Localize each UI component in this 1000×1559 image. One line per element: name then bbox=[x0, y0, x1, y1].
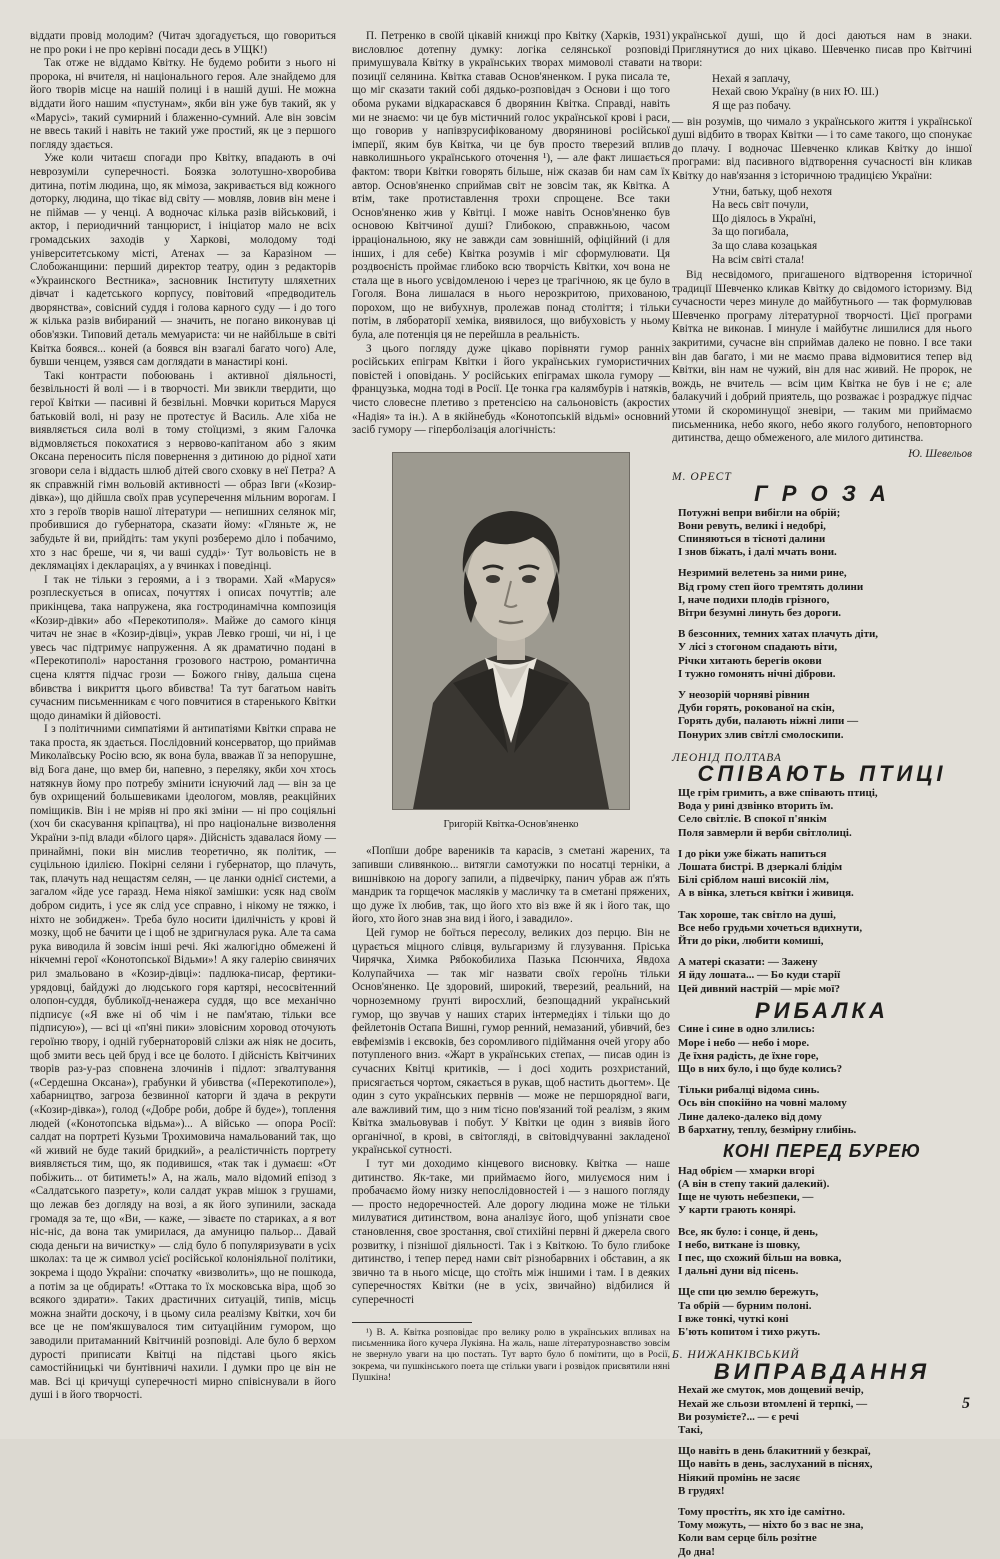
poem-line: Море і небо — небо і море. bbox=[678, 1036, 810, 1049]
poem-line: В безсонних, темних хатах плачуть діти, bbox=[678, 628, 879, 641]
poem-stanza bbox=[678, 507, 972, 560]
poem-author: М. ОРЕСТ bbox=[672, 471, 732, 484]
verse-line: Я ще раз побачу. bbox=[712, 99, 792, 112]
poem-line: А матері сказати: — Зажену bbox=[678, 956, 818, 969]
article-column-1 bbox=[30, 30, 336, 1415]
paragraph: — він розумів, що чимало з українського життя і української душі відбито в творах Квітки — і то саме такого, що спонукає до плачу. І водночас Шевченко кликав Квітку до іншої програми: від пасивного відтворення сучасності він кликав Квітку до нав'язання з історичною традицією України: bbox=[672, 115, 972, 182]
poem-line: Тому можуть, — ніхто бо з вас не зна, bbox=[678, 1519, 864, 1532]
poem-line: Нехай же сльози втомлені й терпкі, — bbox=[678, 1397, 868, 1410]
poem-stanza bbox=[678, 1445, 972, 1498]
poem-line: Потужні вепри вибігли на обрій; bbox=[678, 506, 841, 519]
poem-author: Б. НИЖАНКІВСЬКИЙ bbox=[672, 1349, 800, 1362]
poem-title: КОНІ ПЕРЕД БУРЕЮ bbox=[722, 1141, 922, 1162]
poem-stanza bbox=[678, 1226, 972, 1279]
poem-line: Нехай же смуток, мов дощевий вечір, bbox=[678, 1384, 864, 1397]
poem-line: І пес, що схожий більш на вовка, bbox=[678, 1251, 842, 1264]
poem-line: До дна! bbox=[678, 1545, 715, 1558]
poem-line: Тому простіть, як хто іде самітно. bbox=[678, 1505, 845, 1518]
poem-line: Ви розумієте?... — є речі bbox=[678, 1410, 799, 1423]
poem-line: (А він в степу такий далекий). bbox=[678, 1177, 830, 1190]
poem-line: Та обрій — бурним полоні. bbox=[678, 1299, 812, 1312]
paragraph: української душі, що й досі даються нам в знаки. Приглянутися до них цікаво. Шевченко писав про Квітчині твори: bbox=[672, 30, 972, 70]
paragraph: Уже коли читаєш спогади про Квітку, впадають в очі неврозуміли суперечності. Боязка золотушно-хворобива дитина, потім людина, що, як мімоза, закривається від кожного доторку, людина, що тікає від світу — мовляв, ловив він мене і не піймав — у ченці. А водночас кілька разів військовий, і актор, і периодичний танцюрист, і ініціатор мало не всіх громадських заходів у Харкові, молодому тоді університетському місті, Атенах — за Каразіном — Слобожанщини: перший директор театру, один з редакторів «Украинского Вестника», засновник Інституту шляхетних дівчат і кадетського корпусу, повітовий «предводитель дворянства», совісний суддя і голова карного суду — і до того ж кілька разів вибираний — значить, не погано виконував ці обов'язки. Типовий деталь мемуариста: чи не найбільше в світі Квітка боявся... коней (а боявся він взагалі багато чого) Але, бувши ченцем, узявся сам доглядати в манастирі коні. bbox=[30, 152, 336, 369]
verse-line: За що слава козацькая bbox=[712, 239, 818, 252]
poem-stanza bbox=[678, 956, 972, 996]
paragraph: З цього погляду дуже цікаво порівняти гумор ранніх російських епіграм Квітки і його українських гумористичних повістей і оповідань. У російських епіграмах школа гумору — французька, модна тоді в Росії. Це тонка гра калямбурів і натяків, чисто словесне плетиво з претенсією на сальоновість (акростих «Надія» та ін.). А в якійнебудь «Конотопській відьмі» основний засіб гумору — гіперболізація алогічність: bbox=[352, 342, 670, 437]
poem-line: Цей дивний настрій — мріє мої? bbox=[678, 982, 840, 995]
paragraph: віддати провід молодим? (Читач здогадується, що говориться не про роки і не про керівні посади десь в УЩК!) bbox=[30, 30, 336, 56]
quoted-verse bbox=[712, 186, 972, 268]
poem-line: Тільки рибалці відома синь. bbox=[678, 1084, 820, 1097]
poem-line: Незримий велетень за ними рине, bbox=[678, 567, 847, 580]
verse-line: Утни, батьку, щоб нехотя bbox=[712, 185, 833, 198]
poem-line: Поля завмерли й верби світлолиці. bbox=[678, 826, 852, 839]
poem-stanza bbox=[678, 787, 972, 840]
poem-stanza bbox=[678, 1506, 972, 1559]
poem-line: І вже тонкі, чуткі коні bbox=[678, 1312, 789, 1325]
paragraph: І тут ми доходимо кінцевого висновку. Квітка — наше дитинство. Як-таке, ми приймаємо його, милуємося ним і пробачаємо йому низку непослідовностей і — з нашого погляду — просто недоречностей. Але дорогу людина може не тільки милуватися дитинством, вона аналізує його, щоб упізнати свое становлення, свое зростання, свої стихійні первні й джерела свого розвитку, і пізнішої діяльності. Так і з Квіткою. То було глибоке дитинство, і тепер перед нами світ різнобарвних і обставин, а як звично та в нього місце, що стоїть між іншими і там. І в деяких суперечностях Квітки (не в усіх, звичайно) відбилися й суперечності bbox=[352, 1158, 670, 1306]
poem-stanza bbox=[678, 689, 972, 742]
verse-line: На всім світі стала! bbox=[712, 253, 805, 266]
poem-line: Так хороше, так світло на душі, bbox=[678, 908, 836, 921]
poem-line: Такі, bbox=[678, 1423, 703, 1436]
poem-body bbox=[678, 507, 972, 742]
poem-line: Сине і сине в одно злились: bbox=[678, 1023, 816, 1036]
poem-stanza bbox=[678, 1286, 972, 1339]
poem-line: Білі сріблом наші високій лім, bbox=[678, 874, 829, 887]
poem-line: Ось він спокійно на човні малому bbox=[678, 1097, 847, 1110]
poem-stanza bbox=[678, 1084, 972, 1137]
poem-line: Все, як було: і сонце, й день, bbox=[678, 1225, 818, 1238]
poem-line: Б'ють копитом і тихо ржуть. bbox=[678, 1325, 821, 1338]
poem-line: Вода у рині дзвінко вторить їм. bbox=[678, 800, 834, 813]
verse-line: За що погибала, bbox=[712, 226, 789, 239]
poem-stanza bbox=[678, 1023, 972, 1076]
poem-line: І тужно гомонять нічні діброви. bbox=[678, 667, 836, 680]
poem-line: А в вінка, злеться квітки і живиця. bbox=[678, 887, 854, 900]
poem-line: Вітри безумні линуть без дороги. bbox=[678, 607, 842, 620]
poem-line: Йти до ріки, любити комиші, bbox=[678, 935, 824, 948]
poem-line: У неозорій чорняві рівнин bbox=[678, 689, 810, 702]
poem-line: Горять дуби, палають ніжні липи — bbox=[678, 715, 859, 728]
poem-line: І знов біжать, і далі мчать вони. bbox=[678, 546, 837, 559]
poem-body bbox=[678, 1023, 972, 1137]
poem-line: Все небо грудьми хочеться вдихнути, bbox=[678, 921, 863, 934]
paragraph: Від несвідомого, пригашеного відтворення історичної традиції Шевченко кликав Квітку до свідомого історизму. Від сучасности через минуле до майбутнього — так формулював Шевченко програму літературної творчості. Цієї програми Квітка не виконав. І минуле і майбутнє лишилися для нього закритими, сучасне він сприймав далеко не повно. І все таки він дав багато, і ми не маємо права відмовитися тепер від Квітки, він нам не чужий, він для нас живий. Не пророк, не вождь, не вчитель — всім цим Квітка не був і не є; але балакучий і добрий приятель, що розважає і розраджує підчас утоми й скороминущої зневіри, — таким ми приймаємо письменника, небо якого, небо якого голубого, неповторного дитинства, дещо обмеженого, але милого дитинства. bbox=[672, 269, 972, 445]
poem-body bbox=[678, 1384, 972, 1558]
poem-line: І небо, виткане із шовку, bbox=[678, 1238, 800, 1251]
article-column-3 bbox=[672, 30, 972, 1558]
article-column-2 bbox=[352, 30, 670, 1415]
poem-title: СПІВАЮТЬ ПТИЦІ bbox=[697, 761, 947, 787]
poem-line: Над обрієм — хмарки вгорі bbox=[678, 1164, 815, 1177]
poem-stanza bbox=[678, 628, 972, 681]
poem-stanza bbox=[678, 1165, 972, 1218]
portrait-image bbox=[392, 452, 630, 810]
article-signature: Ю. Шевельов bbox=[908, 447, 972, 460]
poem-body bbox=[678, 1165, 972, 1339]
paragraph: Так отже не віддамо Квітку. Не будемо робити з нього ні пророка, ні вчителя, ні національного героя. Але знайдемо для його творів місце на нашій полиці і в нашій душі. Не можна віддати його нашим «пустунам», якби він уже був такий, як у «Марусі», такий сумирний і блаженно-сумний. Але він зовсім не ввесь такий і навіть не такий уже простий, як це з першого погляду здається. bbox=[30, 57, 336, 151]
poem-line: Я йду лошата... — Бо куди старії bbox=[678, 969, 841, 982]
footnote-divider bbox=[352, 1322, 472, 1323]
poem-line: І, наче подихи плодів грізного, bbox=[678, 593, 830, 606]
poem-line: Від грому степ його тремтять долини bbox=[678, 580, 864, 593]
verse-line: Нехай я заплачу, bbox=[712, 72, 791, 85]
paragraph: «Попїши добре вареників та карасів, з сметані жарених, та запивши сливянкою... витягли самотужки по носатці терніки, а вишнівкою на дорогу запили, а підвечірку, панич убрав аж п'ять мандрик та горщечок масляків у масличку та в сметані пряжених, що дуже їх любив, так, що його хто віз вже й як і його так, що його, хто його знав зна вид і його, і завадило». bbox=[352, 845, 670, 926]
poem-line: Ще грім гримить, а вже співають птиці, bbox=[678, 787, 878, 800]
poem-line: І дальні дуни від пісень. bbox=[678, 1265, 799, 1278]
poem-line: Вони ревуть, великі і недобрі, bbox=[678, 519, 826, 532]
poem-line: В бархатну, теплу, безмірну глибінь. bbox=[678, 1123, 857, 1136]
quoted-verse bbox=[712, 73, 972, 114]
poem-stanza bbox=[678, 567, 972, 620]
poem-line: Ще спи цю землю бережуть, bbox=[678, 1286, 819, 1299]
paragraph: І так не тільки з героями, а і з творами. Хай «Маруся» розплескується в описах, почуттях і описах почуттів; але прикінцева, така напружена, яка гостродинамічна композиція «Козир-дівки» або «Перекотиполя». Майже до самого кінця читач не знає в «Козир-дівці», украв Левко гроші, чи ні, і це увесь час підтримує напруження. А як драматично подані в «Перекотиполі» наростання грозового настрою, романтична сцена кляття підчас грози — Божого гніву, дальша сцена вбивства і викриття цього вбивства! Та тут багатьом навіть сучасним письменникам є чого повчитися в старенького Квітки щодо динаміки й дійовості. bbox=[30, 573, 336, 722]
portrait-illustration bbox=[393, 453, 629, 809]
poem-line: Спиняються в тісноті далини bbox=[678, 533, 826, 545]
poem-line: У лісі з стогоном спадають віти, bbox=[678, 641, 838, 654]
poem-title: РИБАЛКА bbox=[755, 997, 889, 1023]
poem-line: Ніякий промінь не засяє bbox=[678, 1471, 801, 1484]
poem-line: Коли вам серце біль розітне bbox=[678, 1532, 817, 1545]
poem-line: І до ріки уже біжать напиться bbox=[678, 847, 827, 860]
poem-line: Що в них було, і що буде колись? bbox=[678, 1063, 843, 1076]
poem-author: ЛЕОНІД ПОЛТАВА bbox=[672, 751, 782, 764]
footnote: ¹) В. А. Квітка розповідає про велику ролю в українських впливах на письменника його кучера Лукіяна. На жаль, наше літературознавство зовсім не звернуло уваги на цю постать. Тут варто було б помітити, що в Росії, зокрема, чи пушкінського поета ще стільки уваги і розвідок присвятили няні Пушкіна! bbox=[352, 1326, 670, 1384]
poem-body bbox=[678, 787, 972, 996]
poem-line: Село світліє. В спокої п'янкім bbox=[678, 813, 827, 826]
verse-line: На весь світ почули, bbox=[712, 199, 809, 212]
poem-line: В грудях! bbox=[678, 1484, 725, 1497]
portrait-caption: Григорій Квітка-Основ'яненко bbox=[443, 818, 579, 830]
poem-title: Г Р О З А bbox=[754, 481, 890, 506]
poem-line: Що навіть в день, заслуханий в піснях, bbox=[678, 1458, 873, 1471]
poem-line: Де їхня радість, де їхне горе, bbox=[678, 1049, 819, 1062]
poem-line: Іще не чують небезпеки, — bbox=[678, 1191, 814, 1204]
verse-line: Що діялось в Україні, bbox=[712, 212, 816, 225]
poem-stanza bbox=[678, 1384, 972, 1437]
paragraph: Цей гумор не боїться пересолу, великих доз перцю. Він не цурається міцного слівця, вульгаризму й глузування. Пріська Чирячка, Химка Рябокобилиха Пазька Псюнчиха, Явдоха Колупайчиха — так міг назвати своїх героїнь тільки Основ'яненко. Це здоровий, широкий, тверезий, реальний, на чорноземному ґрунті виросхлий, безпощадний український гумор, що звучав у наших старих інтермедіях і тільки що до фейлетонів Остапа Вишні, гумор ренний, немазаний, убивчий, без евфемізмів і ексвоків, без соромливого підіймання очей угору або потупленого вниз. «Жарт в українських степах, — писав один із сучасних Квітці критиків, — і досі ходить розхристаний, присягається чортом, сякається в рукав, щоб настить дьогтем». Це один з суто українських первнів — може не першорядної ваги, але важливий тим, що з ним тісно пов'язаний той реалізм, з яким Квітка змальовував і побут. У Квітки це один з виявів його органічної, в крові, в світогляді, в світовідчуванні закладеної української сутності. bbox=[352, 926, 670, 1157]
paragraph: І з політичними симпатіями й антипатіями Квітки справа не така проста, як здається. Послідовний консерватор, що приймав Миколаївську Росію всю, як вона була, вважав її за непорушне, від Бога дане, що вмер би, напевно, з переляку, якби хоч хтось натякнув йому про потребу змінити існуючий лад — він за це був охрищений большевиками ідеологом, мовляв, реакційних поміщиків. Він і не мріяв ні про які зміни — ні про соціяльні (хоч би скасування кріпацтва), ні про національне визволення України з-під влади «білого царя». Дійсність здавалася йому — принаймні, поки він мислив теоретично, як політик, — суцільною ідилією. Покірні селяни і губернатор, що плачуть, так, плачуть над нещастям селян, — це ланки однієї системи, а загалом «йде усе гаразд. Нема ніякої замішки: усяк над своїм добром сидить, і усе як слід усе справно, і нікому не тяжко, і ніхто не зобиджен». Треба було носити ідилічність у крові й мозку, щоб не бачити це і щоб не здригнулася рука. Але та сама рука виводила й зовсім інші речі. Які жалюгідно обмежені й нікчемні герої «Конотопської Відьми»! А яку галерію свинячих рил змальовано в «Козир-дівці»: падлюка-писар, фертики-урядовці, байдужі до людського горя картярі, несосвітенний олопон-суддя, бубликоїд-ненажера суддя, що все механічно підписує («Я вже ні об чім і не пам'ятаю, тільки все підписую»), — всі ці «п'яні пики» зловісним хоровод оточують героїню твору, і одній губернаторовій слізки аж ніяк не досить, щоб змити весь цей бруд і все це болото. І дійсність Квітчиних творів раз-у-раз сповнена злочинів і підлот: зґвалтування («Сердешна Оксана»), грабунки й убивства («Перекотиполе»), хабарництво, загроза безвинної каторги й здача в рекрути («Козир-дівка»), голод («Добре роби, добре й буде»), топлення людей («Конотопська відьма»)... А військо — опора Росії: салдат на портреті Кузьми Трохимовича намальований так, що «й живий не буде такий бридкий», а реалістичність портрету виявляється тим, що, як подивишся, «так так і думаєш: «От побіжить... от битиметь!» А, на жаль, мало відомий епізод з «Салдатського пазрету», коли салдат украв мішок з грушами, що лежав без догляду на возі, а як його зупинили, заскада громадя за те, що «Ви, — каже, — зіваєте по стариках, а я вот ніс-ніс, да вона так умирилася, да амуницю пальор... Давай сюда деньги на вичистку» — слід було б популяризувати в усіх школах: та це ж символ усієї російської колоніяльної політики, зокрема і щодо України: спочатку «визволить», що не пошкода, а потім за це обдирать! «Оттака то їх московська віра, щоб зо всякого здирати». Таких драстичних ситуацій, типів, місць можна знайти доскочу, і в цьому сила реалізму Квітки, хоч би все це не пом'якшувалося тим ситуаційним гумором, що заводили притаманний Квітчиній розповіді. Але було б верхом дурості приписати Квітці на підставі цього якісь самостійницькі чи бунтівничі нахили. І думки про це він не мав. Всі ці кричущі суперечності мирно співіснували в його душі і в його творчості. bbox=[30, 723, 336, 1402]
poem-stanza bbox=[678, 909, 972, 949]
page-number: 5 bbox=[962, 1395, 970, 1412]
poem-line: Річки хитають берегів окови bbox=[678, 654, 822, 667]
paragraph: Такі контрасти побоювань і активної діяльності, безвільності й волі — і в творчості. Ми звикли твердити, що герої Квітки — пасивні й безвільні. Мовчки кориться Маруся батьковій волі, ні разу не протестує й Василь. Але хіба не виявляється сила волі в тому стоїцизмі, з яким Галочка відмовляється покохатися з нервово-капітаном або з яким Оксана переносить після повернення з дитиною до рідної хати зговори села і віддасть шлюб дітей свого сховку в неї Петра? А як справжній гімн вольовій активності — образ Івги («Козир-дівка»), що дійшла своїх прав усуперечення мільним ворогам. І хто з героїв творів нашої літератури — непишних селянок міг, пробившися до губернатора, сказати йому: «Гляньте ж, не забудьте й ви, прийдіть: там укупі розберемо діло і побачимо, хто з нас бреше, чи я, чи ваші судді»· Тут вольовість не в деклямаціях і деклараціях, а у вчинках і поведінці. bbox=[30, 369, 336, 573]
poem-line: Що навіть в день блакитний у безкраї, bbox=[678, 1445, 871, 1458]
poem-line: Понурих злив світлі смолоскипи. bbox=[678, 728, 844, 741]
poem-title: ВИПРАВДАННЯ bbox=[713, 1358, 931, 1384]
poem-line: Лине далеко-далеко від дому bbox=[678, 1110, 822, 1123]
poem-line: Лошата бистрі. В дзеркалі блідім bbox=[678, 861, 843, 874]
poem-stanza bbox=[678, 848, 972, 901]
verse-line: Нехай свою Україну (в них Ю. Ш.) bbox=[712, 86, 879, 99]
poem-line: Дуби горять, рокованої на скін, bbox=[678, 702, 835, 715]
paragraph: П. Петренко в своїй цікавій книжці про Квітку (Харків, 1931) висловлює дотепну думку: логіка селянської розповіді примушувала Квітку в українських творах мимоволі ставати на позиції селянина. Квітка ставав Основ'яненком. І рука писала те, що міг сказати такий собі дядько-розповідач з Основи і що того обома руками відкараскався б дворянин Квітка. Справді, навіть ми не знаємо: чи це був містичний голос української крові і раси, що говорив у напівзрусифікованому дворянинові російської імперії, яким був Квітка, чи це був просто тверезий вплив навколишнього українського оточення ¹), — але факт лишається фактом: твори Квітки говорять більше, ніж сказав би нам сам їх автор. Основ'яненко сприймав світ не зовсім так, як Квітка. А втім, таке протиставлення трохи спрощене. Все таки Основ'яненко жив у Квітці. І може навіть Основ'яненко був основою Квітчиної душі? Глибокою, справжньою, часом ірраціональною, яку не завжди сам зовнішній, офіційний (і для інших, і для себе) Квітка розумів і міг сформулювати. Ця роздвоєність проймає глибоко всю творчість Квітки, хоч вона не стала ще в нього усвідомленою і через це трагічною, як це було в Гоголя. Вона лишалася в нього нерозкритою, прихованою, порохом, що не вибухнув, пролежав понад століття; і тільки потім, в лябораторії хеміка, виявилося, що вибуховість у ньому була, але потенція ця не перейшла в реальність. bbox=[352, 30, 670, 342]
poem-line: У карти грають конярі. bbox=[678, 1204, 796, 1217]
